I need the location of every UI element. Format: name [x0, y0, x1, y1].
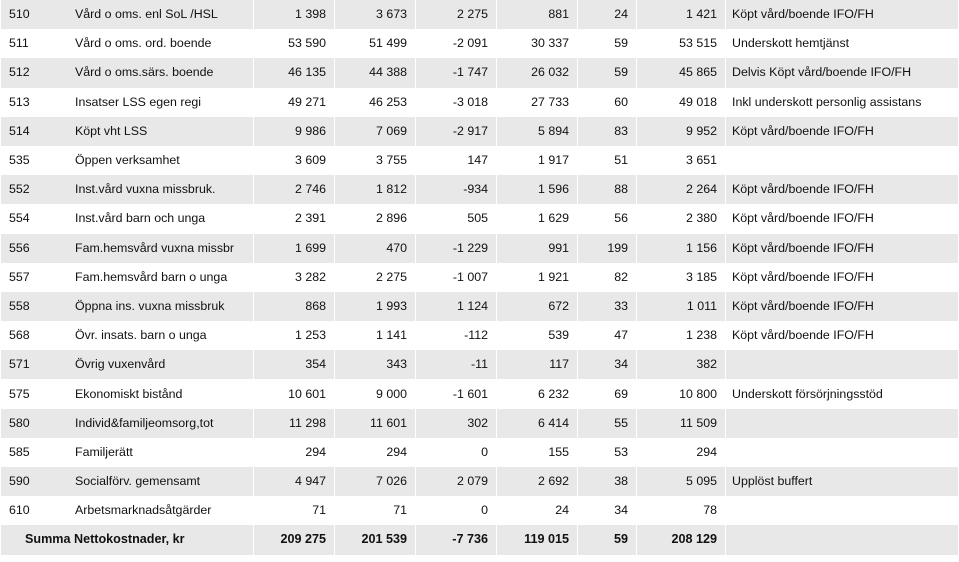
table-row — [1, 467, 958, 496]
row-value-6: 1 156 — [637, 234, 726, 263]
row-value-4: 991 — [497, 234, 578, 263]
row-code: 556 — [1, 234, 75, 263]
row-value-5: 60 — [578, 88, 637, 117]
row-value-6: 49 018 — [637, 88, 726, 117]
row-code: 554 — [9, 211, 30, 226]
row-name: Inst.vård vuxna missbruk. — [75, 175, 254, 204]
row-code: 571 — [1, 350, 75, 379]
row-value-4: 1 596 — [497, 175, 578, 204]
row-value-4: 1 921 — [497, 263, 578, 292]
row-code: 513 — [9, 94, 30, 109]
row-name: Övrig vuxenvård — [75, 350, 254, 379]
row-value-2: 51 499 — [335, 29, 416, 58]
row-value-2: 9 000 — [335, 379, 416, 408]
row-code: 512 — [1, 58, 75, 87]
row-value-4: 6 414 — [497, 409, 578, 438]
table-row — [1, 409, 958, 438]
row-value-4: 6 232 — [497, 379, 578, 408]
row-value-1: 294 — [254, 438, 335, 467]
row-value-3: -112 — [416, 321, 497, 350]
row-value-5: 83 — [578, 117, 637, 146]
row-value-4: 539 — [497, 321, 578, 350]
row-name: Socialförv. gemensamt — [75, 467, 254, 496]
row-name: Ekonomiskt bistånd — [75, 386, 183, 401]
table-row — [1, 146, 958, 175]
row-value-5: 38 — [578, 467, 637, 496]
row-value-1: 4 947 — [254, 467, 335, 496]
row-code: 568 — [9, 328, 30, 343]
row-value-3: -934 — [416, 175, 497, 204]
table-row — [1, 58, 958, 87]
table-body — [1, 0, 958, 555]
row-value-5: 53 — [578, 438, 637, 467]
row-value-3: -1 747 — [416, 58, 497, 87]
row-note: Inkl underskott personlig assistans — [726, 88, 959, 117]
table-row — [1, 88, 958, 117]
table-row — [1, 29, 958, 58]
row-code: 557 — [9, 269, 30, 284]
total-value-5: 59 — [578, 525, 637, 554]
row-value-2: 1 141 — [335, 321, 416, 350]
row-value-5: 55 — [578, 409, 637, 438]
row-note: Underskott försörjningsstöd — [726, 379, 959, 408]
row-value-2: 294 — [335, 438, 416, 467]
row-code: 535 — [9, 153, 30, 168]
row-note: Underskott hemtjänst — [726, 29, 959, 58]
row-value-3: 2 275 — [416, 0, 497, 29]
row-value-6: 1 421 — [637, 0, 726, 29]
row-name: Vård o oms.särs. boende — [75, 58, 254, 87]
row-value-3: -1 229 — [416, 234, 497, 263]
row-value-6: 9 952 — [637, 117, 726, 146]
row-value-5: 82 — [578, 263, 637, 292]
row-note: Köpt vård/boende IFO/FH — [726, 292, 959, 321]
row-value-6: 78 — [637, 496, 726, 525]
row-value-6: 1 238 — [637, 321, 726, 350]
row-value-1: 71 — [254, 496, 335, 525]
row-value-1: 2 746 — [254, 175, 335, 204]
row-note: Köpt vård/boende IFO/FH — [726, 263, 959, 292]
total-value-4: 119 015 — [497, 525, 578, 554]
row-note — [726, 409, 959, 438]
row-value-3: 302 — [416, 409, 497, 438]
row-value-5: 47 — [578, 321, 637, 350]
row-value-1: 46 135 — [254, 58, 335, 87]
row-value-4: 26 032 — [497, 58, 578, 87]
row-value-2: 1 993 — [335, 292, 416, 321]
row-name: Arbetsmarknadsåtgärder — [75, 503, 212, 518]
row-note: Köpt vård/boende IFO/FH — [726, 234, 959, 263]
total-note — [726, 525, 959, 554]
row-value-1: 2 391 — [254, 204, 335, 233]
row-value-3: 1 124 — [416, 292, 497, 321]
row-value-5: 51 — [578, 146, 637, 175]
row-value-2: 46 253 — [335, 88, 416, 117]
row-value-4: 1 629 — [497, 204, 578, 233]
row-code: 511 — [9, 36, 29, 51]
row-name: Familjerätt — [75, 444, 133, 459]
row-note: Köpt vård/boende IFO/FH — [726, 117, 959, 146]
row-value-1: 868 — [254, 292, 335, 321]
row-value-3: -3 018 — [416, 88, 497, 117]
row-value-1: 49 271 — [254, 88, 335, 117]
row-code: 558 — [1, 292, 75, 321]
total-value-2: 201 539 — [335, 525, 416, 554]
row-value-4: 27 733 — [497, 88, 578, 117]
row-value-2: 44 388 — [335, 58, 416, 87]
table-row — [1, 379, 958, 408]
table-row — [1, 438, 958, 467]
row-value-6: 294 — [637, 438, 726, 467]
table-row — [1, 234, 958, 263]
row-code: 575 — [9, 386, 30, 401]
row-value-4: 672 — [497, 292, 578, 321]
row-value-6: 382 — [637, 350, 726, 379]
row-code: 585 — [9, 444, 30, 459]
row-value-2: 71 — [335, 496, 416, 525]
row-value-1: 1 398 — [254, 0, 335, 29]
row-value-2: 3 673 — [335, 0, 416, 29]
row-value-3: -2 091 — [416, 29, 497, 58]
row-value-4: 5 894 — [497, 117, 578, 146]
row-value-6: 5 095 — [637, 467, 726, 496]
row-value-1: 53 590 — [254, 29, 335, 58]
table-row — [1, 263, 958, 292]
row-value-5: 59 — [578, 58, 637, 87]
row-value-6: 2 264 — [637, 175, 726, 204]
row-value-6: 1 011 — [637, 292, 726, 321]
total-value-6: 208 129 — [637, 525, 726, 554]
row-note — [726, 496, 959, 525]
table-row — [1, 117, 958, 146]
row-name: Öppna ins. vuxna missbruk — [75, 292, 254, 321]
table-row — [1, 0, 958, 29]
row-code: 514 — [1, 117, 75, 146]
row-value-2: 7 069 — [335, 117, 416, 146]
row-name: Vård o oms. enl SoL /HSL — [75, 0, 254, 29]
row-value-5: 34 — [578, 496, 637, 525]
row-value-3: -11 — [416, 350, 497, 379]
row-code: 590 — [1, 467, 75, 496]
row-value-1: 10 601 — [254, 379, 335, 408]
net-cost-table — [1, 0, 958, 555]
total-row — [1, 525, 958, 554]
row-name: Köpt vht LSS — [75, 117, 254, 146]
row-value-4: 30 337 — [497, 29, 578, 58]
row-value-6: 53 515 — [637, 29, 726, 58]
row-name: Insatser LSS egen regi — [75, 94, 202, 109]
row-value-4: 2 692 — [497, 467, 578, 496]
row-value-6: 3 651 — [637, 146, 726, 175]
table-row — [1, 321, 958, 350]
row-note: Köpt vård/boende IFO/FH — [726, 0, 959, 29]
row-note — [726, 350, 959, 379]
row-name: Vård o oms. ord. boende — [75, 36, 212, 51]
row-value-2: 343 — [335, 350, 416, 379]
row-name: Fam.hemsvård barn o unga — [75, 269, 228, 284]
row-value-5: 34 — [578, 350, 637, 379]
row-note: Upplöst buffert — [726, 467, 959, 496]
row-value-6: 2 380 — [637, 204, 726, 233]
row-value-5: 59 — [578, 29, 637, 58]
table-row — [1, 496, 958, 525]
row-value-2: 2 896 — [335, 204, 416, 233]
row-name: Öppen verksamhet — [75, 153, 180, 168]
row-value-2: 7 026 — [335, 467, 416, 496]
row-value-4: 1 917 — [497, 146, 578, 175]
row-value-3: 505 — [416, 204, 497, 233]
row-value-4: 117 — [497, 350, 578, 379]
row-value-3: 147 — [416, 146, 497, 175]
row-value-1: 3 609 — [254, 146, 335, 175]
row-value-2: 1 812 — [335, 175, 416, 204]
row-value-1: 3 282 — [254, 263, 335, 292]
row-value-3: 2 079 — [416, 467, 497, 496]
row-value-4: 881 — [497, 0, 578, 29]
row-value-6: 10 800 — [637, 379, 726, 408]
row-name: Fam.hemsvård vuxna missbr — [75, 234, 254, 263]
row-value-6: 3 185 — [637, 263, 726, 292]
row-value-3: 0 — [416, 438, 497, 467]
row-value-3: -1 601 — [416, 379, 497, 408]
row-value-3: 0 — [416, 496, 497, 525]
row-value-5: 88 — [578, 175, 637, 204]
row-value-1: 11 298 — [254, 409, 335, 438]
table-row — [1, 292, 958, 321]
row-note: Delvis Köpt vård/boende IFO/FH — [726, 58, 959, 87]
row-note — [726, 438, 959, 467]
row-value-1: 9 986 — [254, 117, 335, 146]
table-row — [1, 204, 958, 233]
row-value-5: 56 — [578, 204, 637, 233]
row-value-4: 155 — [497, 438, 578, 467]
table-row — [1, 350, 958, 379]
row-value-1: 1 699 — [254, 234, 335, 263]
total-label: Summa Nettokostnader, kr — [1, 525, 254, 554]
row-value-2: 2 275 — [335, 263, 416, 292]
row-value-1: 354 — [254, 350, 335, 379]
row-note: Köpt vård/boende IFO/FH — [726, 175, 959, 204]
row-value-2: 3 755 — [335, 146, 416, 175]
row-code: 610 — [9, 503, 30, 518]
row-code: 580 — [1, 409, 75, 438]
row-code: 510 — [1, 0, 75, 29]
row-note: Köpt vård/boende IFO/FH — [726, 321, 959, 350]
row-value-2: 11 601 — [335, 409, 416, 438]
row-value-5: 24 — [578, 0, 637, 29]
row-name: Individ&familjeomsorg,tot — [75, 409, 254, 438]
row-value-1: 1 253 — [254, 321, 335, 350]
total-value-1: 209 275 — [254, 525, 335, 554]
row-value-5: 69 — [578, 379, 637, 408]
row-value-2: 470 — [335, 234, 416, 263]
row-value-5: 33 — [578, 292, 637, 321]
row-code: 552 — [1, 175, 75, 204]
total-value-3: -7 736 — [416, 525, 497, 554]
row-note: Köpt vård/boende IFO/FH — [726, 204, 959, 233]
row-name: Inst.vård barn och unga — [75, 211, 206, 226]
row-name: Övr. insats. barn o unga — [75, 328, 207, 343]
row-value-3: -2 917 — [416, 117, 497, 146]
row-note — [726, 146, 959, 175]
row-value-6: 45 865 — [637, 58, 726, 87]
table-row — [1, 175, 958, 204]
row-value-5: 199 — [578, 234, 637, 263]
row-value-4: 24 — [497, 496, 578, 525]
row-value-3: -1 007 — [416, 263, 497, 292]
row-value-6: 11 509 — [637, 409, 726, 438]
